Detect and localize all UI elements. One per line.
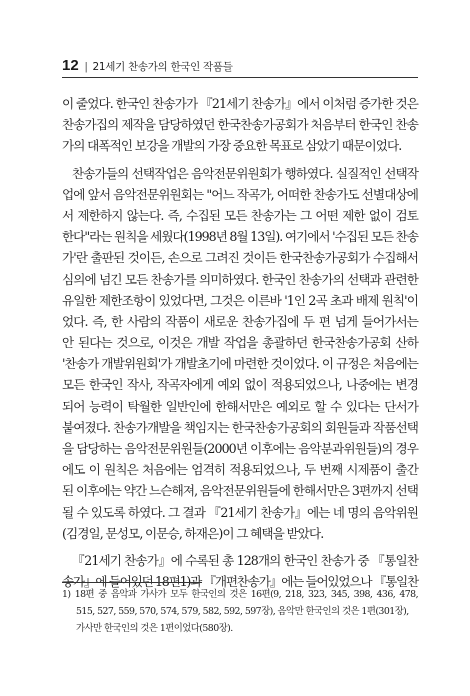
body-line: 안 된다는 것으로, 이것은 개발 작업을 총괄하던 한국찬송가공회 산하 — [62, 335, 418, 351]
footnote-marker: 1) — [62, 589, 71, 600]
body-line: (김경일, 문성모, 이문승, 하재은)이 그 혜택을 받았다. — [62, 525, 324, 541]
body-line: 된 이후에는 약간 느슨해져, 음악전문위원들에 한해서만은 3편까지 선택 — [62, 483, 418, 499]
body-text — [62, 93, 418, 592]
header-separator: | — [84, 61, 88, 73]
page-number: 12 — [62, 57, 79, 74]
footnote-line: 515, 527, 559, 570, 574, 579, 582, 592, 597장), 음악만 한국인의 것은 1편(301장), — [76, 606, 409, 617]
body-line: 될 수 있도록 하였다. 그 결과 『21세기 찬송가』에는 네 명의 음악위원 — [62, 504, 418, 520]
body-line: 『21세기 찬송가』에 수록된 총 128개의 한국인 찬송가 중 『통일찬 — [72, 552, 418, 568]
body-line: 을 담당하는 음악전문위원들(2000년 이후에는 음악분과위원들)의 경우 — [62, 441, 418, 456]
body-line: 모든 한국인 작사, 작곡자에게 예외 없이 적용되었으나, 나중에는 변경 — [62, 377, 418, 393]
body-line: 찬송가집의 제작을 담당하였던 한국찬송가공회가 처음부터 한국인 찬송 — [62, 117, 418, 133]
body-line: 찬송가들의 선택작업은 음악전문위원회가 행하였다. 실질적인 선택작 — [72, 165, 418, 181]
body-line: 었다. 즉, 한 사람의 작품이 새로운 찬송가집에 두 편 넘게 들어가서는 — [62, 313, 418, 329]
footnote-rule — [62, 582, 202, 583]
running-header — [62, 57, 233, 75]
body-line: 가의 대폭적인 보강을 개발의 가장 중요한 목표로 삼았기 때문이었다. — [62, 138, 402, 154]
footnote-line — [62, 586, 418, 603]
body-line: 에도 이 원칙은 처음에는 엄격히 적용되었으나, 두 번째 시제품이 출간 — [62, 462, 418, 478]
body-line: 되어 능력이 탁월한 일반인에 한해서만은 예외로 할 수 있다는 단서가 — [62, 398, 418, 414]
body-line: 가'란 출판된 것이든, 손으로 그려진 것이든 한국찬송가공회가 수집해서 — [62, 250, 418, 266]
body-line: 업에 앞서 음악전문위원회는 "어느 작곡가, 어떠한 찬송가도 선별대상에 — [62, 186, 418, 202]
body-line: 이 줄었다. 한국인 찬송가가 『21세기 찬송가』에서 이처럼 증가한 것은 — [62, 96, 418, 111]
footnote-line: 가사만 한국인의 것은 1편이었다(580장). — [76, 623, 233, 634]
body-line: 송가』에 들어있던 18편1)과 『개편찬송가』에는 들어있었으나 『통일찬 — [62, 574, 418, 590]
running-title: 21세기 찬송가의 한국인 작품들 — [92, 61, 233, 73]
body-line: 심의에 넘긴 모든 찬송가를 의미하였다. 한국인 찬송가의 선택과 관련한 — [62, 271, 418, 287]
header-rule — [62, 77, 418, 78]
body-line: 유일한 제한조항이 있었다면, 그것은 이른바 '1인 2곡 초과 배제 원칙'이 — [62, 292, 418, 308]
body-line: 서 제한하지 않는다. 즉, 수집된 모든 찬송가는 그 어떤 제한 없이 검토 — [62, 207, 418, 223]
body-line: '찬송가 개발위원회'가 개발초기에 마련한 것이었다. 이 규정은 처음에는 — [62, 356, 418, 372]
footnote — [62, 586, 418, 637]
body-line: 한다"라는 원칙을 세웠다(1998년 8월 13일). 여기에서 '수집된 모든 찬송 — [62, 229, 418, 245]
body-line: 붙여졌다. 찬송가개발을 책임지는 한국찬송가공회의 회원들과 작품선택 — [62, 419, 418, 435]
footnote-text: 18편 중 음악과 가사가 모두 한국인의 것은 16편(9, 218, 323, 345, 398, 436, 478, — [74, 589, 419, 600]
